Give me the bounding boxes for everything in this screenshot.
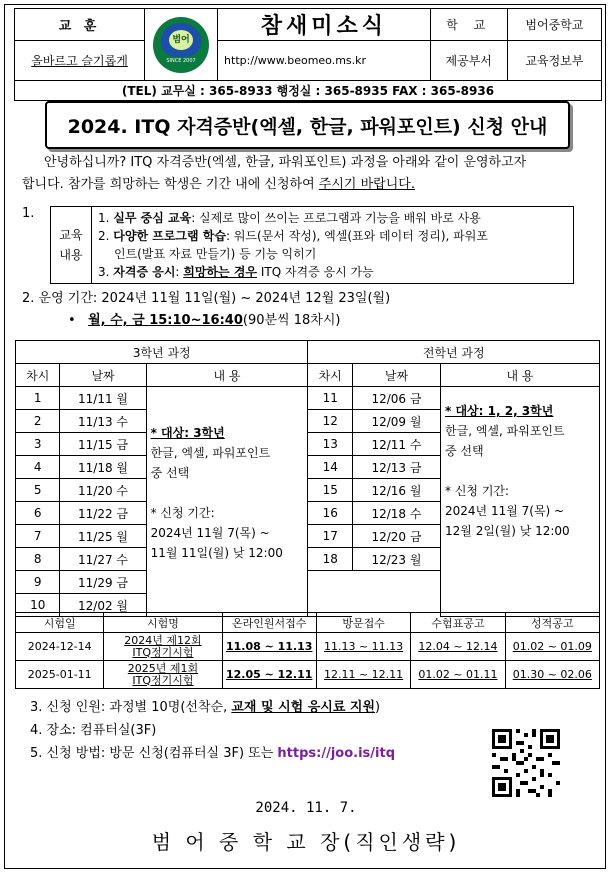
content-item-2-cont: 인트(발표 자료 만들기) 등 기능 익히기 — [114, 247, 317, 261]
intro-emphasis: 주시기 바랍니다. — [318, 177, 415, 192]
session-date: 12/11 수 — [352, 433, 440, 456]
col-no: 차시 — [16, 364, 60, 387]
exam-header: 방문접수 — [316, 613, 410, 633]
motto-label: 교 훈 — [15, 9, 145, 41]
session-no: 12 — [308, 410, 352, 433]
intro-line-1: 안녕하십니까? ITQ 자격증반(엑셀, 한글, 파워포인트) 과정을 아래와 같이 운영하고자 — [44, 155, 527, 170]
content-item-1: 1. 실무 중심 교육: 실제로 많이 쓰이는 프로그램과 기능을 배워 바로 사용 — [98, 211, 481, 225]
exam-date: 2025-01-11 — [16, 661, 104, 689]
exam-header: 온라인원서접수 — [222, 613, 316, 633]
session-no: 18 — [308, 548, 352, 571]
session-date: 11/22 금 — [60, 502, 146, 525]
session-date: 11/15 금 — [60, 433, 146, 456]
exam-header: 시험일 — [16, 613, 104, 633]
issue-date: 2024. 11. 7. — [255, 800, 357, 816]
session-date: 11/13 수 — [60, 410, 146, 433]
session-no: 16 — [308, 502, 352, 525]
content-items — [92, 207, 574, 284]
exam-header: 성적공고 — [505, 613, 599, 633]
exam-ticket: 12.04 ~ 12.14 — [411, 633, 505, 661]
session-no: 7 — [16, 525, 60, 548]
exam-header: 시험명 — [104, 613, 222, 633]
school-label: 학 교 — [430, 9, 507, 41]
session-date: 12/06 금 — [352, 387, 440, 410]
page-title: 2024. ITQ 자격증반(엑셀, 한글, 파워포인트) 신청 안내 — [45, 101, 570, 149]
dept-name: 교육정보부 — [507, 41, 601, 81]
content-item-3: 3. 자격증 응시: 희망하는 경우 ITQ 자격증 응시 가능 — [98, 265, 374, 279]
exam-online: 12.05 ~ 12.11 — [222, 661, 316, 689]
session-no: 1 — [16, 387, 60, 410]
session-date: 12/20 금 — [352, 525, 440, 548]
col-content: 내 용 — [146, 364, 308, 387]
session-no: 14 — [308, 456, 352, 479]
right-course-details: * 대상: 1, 2, 3학년 한글, 엑셀, 파워포인트 중 선택 * 신청 기간: 2024년 11월 7(목) ~ 12월 2일(월) 낮 12:00 — [441, 387, 600, 617]
empty-cell — [308, 571, 352, 594]
session-no: 2 — [16, 410, 60, 433]
session-date: 11/20 수 — [60, 479, 146, 502]
period-line: 2. 운영 기간: 2024년 11월 11일(월) ~ 2024년 12월 23일(월) — [22, 291, 391, 306]
exam-visit: 12.11 ~ 12.11 — [316, 661, 410, 689]
intro-line-2: 합니다. 참가를 희망하는 학생은 기간 내에 신청하여 주시기 바랍니다. — [22, 177, 415, 192]
header-table — [14, 8, 602, 101]
exam-result: 01.30 ~ 02.06 — [505, 661, 599, 689]
exam-date: 2024-12-14 — [16, 633, 104, 661]
session-no: 9 — [16, 571, 60, 594]
content-box — [50, 206, 574, 284]
col-content: 내 용 — [441, 364, 600, 387]
session-no: 3 — [16, 433, 60, 456]
session-date: 11/25 월 — [60, 525, 146, 548]
col-no: 차시 — [308, 364, 352, 387]
session-no: 17 — [308, 525, 352, 548]
qr-code-icon[interactable] — [490, 727, 562, 799]
session-date: 12/16 월 — [352, 479, 440, 502]
apply-link[interactable]: https://joo.is/itq — [277, 746, 396, 761]
motto: 올바르고 슬기롭게 — [15, 41, 145, 81]
session-date: 12/02 월 — [60, 594, 146, 617]
session-date: 12/13 금 — [352, 456, 440, 479]
exam-result: 01.02 ~ 01.09 — [505, 633, 599, 661]
session-no: 10 — [16, 594, 60, 617]
newsletter-title: 참새미소식 — [218, 9, 431, 41]
school-name: 범어중학교 — [507, 9, 601, 41]
exam-ticket: 01.02 ~ 01.11 — [411, 661, 505, 689]
session-date: 11/29 금 — [60, 571, 146, 594]
school-logo — [145, 9, 218, 81]
section-1-number: 1. — [22, 206, 35, 221]
content-label: 교육 내용 — [51, 207, 92, 284]
session-date: 12/09 월 — [352, 410, 440, 433]
principal-signature: 범 어 중 학 교 장(직인생략) — [151, 830, 461, 854]
session-date: 11/18 월 — [60, 456, 146, 479]
session-no: 15 — [308, 479, 352, 502]
session-no: 5 — [16, 479, 60, 502]
exam-name: 2024년 제12회 ITQ정기시험 — [104, 633, 222, 661]
session-date: 12/18 수 — [352, 502, 440, 525]
exam-online: 11.08 ~ 11.13 — [222, 633, 316, 661]
content-item-2: 2. 다양한 프로그램 학습: 워드(문서 작성), 엑셀(표와 데이터 정리), 파워포 — [98, 229, 488, 243]
left-course-details: * 대상: 3학년 한글, 엑셀, 파워포인트 중 선택 * 신청 기간: 2024년 11월 7(목) ~ 11월 11일(월) 낮 12:00 — [146, 387, 308, 617]
period-days: • 월, 수, 금 15:10~16:40(90분씩 18차시) — [68, 313, 341, 328]
footer-item-5: 5. 신청 방법: 방문 신청(컴퓨터실 3F) 또는 https://joo.is/itq — [30, 746, 396, 761]
exam-header: 수험표공고 — [411, 613, 505, 633]
session-no: 8 — [16, 548, 60, 571]
col-date: 날짜 — [352, 364, 440, 387]
exam-name: 2025년 제1회 ITQ정기시험 — [104, 661, 222, 689]
session-date: 11/27 수 — [60, 548, 146, 571]
schedule-table — [15, 340, 600, 617]
session-date: 11/11 월 — [60, 387, 146, 410]
session-date: 12/23 월 — [352, 548, 440, 571]
col-date: 날짜 — [60, 364, 146, 387]
session-no: 4 — [16, 456, 60, 479]
dept-label: 제공부서 — [430, 41, 507, 81]
footer-item-3: 3. 신청 인원: 과정별 10명(선착순, 교재 및 시험 응시료 지원) — [30, 700, 381, 715]
session-no: 6 — [16, 502, 60, 525]
left-course-title: 3학년 과정 — [16, 341, 308, 364]
session-no: 11 — [308, 387, 352, 410]
right-course-title: 전학년 과정 — [308, 341, 600, 364]
school-url[interactable]: http://www.beomeo.ms.kr — [218, 41, 431, 81]
contact-line: (TEL) 교무실 : 365-8933 행정실 : 365-8935 FAX : 365-8936 — [15, 81, 602, 101]
exam-table — [15, 612, 600, 689]
footer-item-4: 4. 장소: 컴퓨터실(3F) — [30, 723, 157, 738]
exam-visit: 11.13 ~ 11.13 — [316, 633, 410, 661]
logo-icon: 범어 SINCE 2007 — [153, 17, 209, 73]
session-no: 13 — [308, 433, 352, 456]
empty-cell — [352, 571, 440, 594]
